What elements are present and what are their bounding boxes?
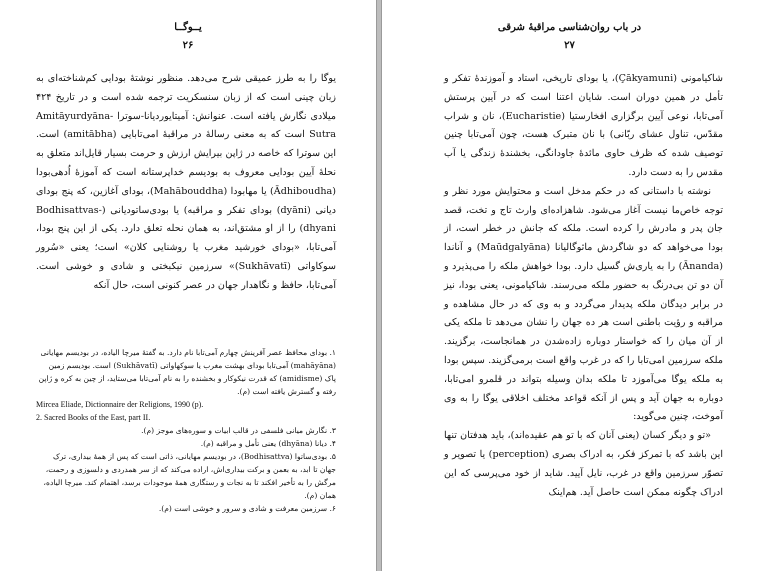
left-paragraph: یوگا را به طرز عمیقی شرح می‌دهد. منظور نوشتهٔ بودایی کم‌شناخته‌ای به زبان چینی است که از زبان سنسکریت ترجمه شده است و در تاریخ ۴۲۴ میلادی نگارش یافته است. عنوانش: آمیتایوردیانا-سوترا Amitāyurdyāna-Sutra است که به معنی رسالهٔ در مراقبهٔ امی‌تابایی (amitābha) است. این سوترا که خاصه در ژاپن بیرایش ارزش و حرمت بسیار قایل‌اند متعلق به نحلهٔ آیین بودایی معروف به بودیسم خداپرستانه است که آموزهٔ اُدهی‌بودا (Ādhiboudha) یا مهابودا (Mahābouddha)، بودای آغازین، که پنج بودای دیانی (dyāni) بودای تفکر و مراقبه) یا بودی‌ساتودیانی (Bodhisattvas-dhyani) را از او مشتق‌اند، به همان نحله تعلق دارد. یکی از این پنج بودا، آمی‌تابا، «بودای خورشید مغرب یا روشنایی کلان» است؛ یعنی «سُرور سوکاواتی (Sukhāvatī)» سرزمین نیکبختی و شادی و خوشی است. آمی‌تابا، حافظ و نگاهدار جهان در عصر کنونی است، حال آنکه	[36, 73, 336, 291]
right-running-head: در باب روان‌شناسی مراقبهٔ شرقی	[497, 22, 642, 33]
footnote-4: ۴. دیانا (dhyāna) یعنی تأمل و مراقبه (م).	[200, 439, 336, 448]
right-page-number: ۲۷	[564, 40, 575, 51]
right-page	[381, 0, 757, 571]
left-page	[0, 0, 377, 571]
right-body-text	[444, 70, 723, 502]
left-body-text	[36, 70, 336, 296]
right-paragraph-3: «تو و دیگر کسان (یعنی آنان که با تو هم عقیده‌اند)، باید هدفتان تنها این باشد که با تمرکز فکر، به ادراک بصری (perception) یا تصویر و تصوّر سرزمین واقع در غرب، نایل آیید. شاید از خود می‌پرسی که این ادراک چگونه ممکن است حاصل آید. هم‌اینک	[444, 430, 724, 498]
footnote-3: ۳. نگارش میانی فلسفی در قالب ابیات و سوره‌های موجز (م).	[141, 426, 336, 435]
left-footnotes	[36, 346, 336, 515]
right-paragraph-2: نوشته با داستانی که در حکم مدخل است و محتوایش مورد نظر و توجه خاص‌ما نیست آغاز می‌شود. شاهزاده‌ای وارث تاج و تخت، قصد جان پدر و مادرش را کرده است. ملکه که جانش در خطر است، از بودا می‌خواهد که دو شاگردش ماثوگالیانا (Maūdgalyāna) و آناندا (Ānanda) را به یاری‌ش گسیل دارد. بودا خواهش ملکه را می‌پذیرد و آن دو تن بی‌درنگ به حضور ملکه می‌رسند. شاکیامونی، یعنی بودا، نیز در برابر دیدگان ملکه پدیدار می‌گردد و به وی که در حال مشاهده و مراقبه و رؤیت باطنی است هر ده جهان را نشان می‌دهد تا ملکه یکی از آن میان را که خواستار دوباره زاده‌شدن در همانجاست، برگزیند. ملکه سرزمین امی‌تابا را که در غرب واقع است برمی‌گزیند. سپس بودا به ملکه یوگا می‌آموزد تا ملکه بدان وسیله بتواند در قلمرو امی‌تابا، دوباره به جهان آید و پس از آنکه قواعد مختلف اخلاقی یوگا را به وی آموخت، چنین می‌گوید:	[444, 185, 724, 423]
footnote-5: ۵. بودی‌ساتوا (Bodhisattva)، در بودیسم مهایانی، ذاتی است که پس از همهٔ بیداری، ترک جهان تا ابد، به بعمن و برکت بیداری‌اش، اراده می‌کند که از سر همدردی و دلسوزی و رحمت، مرگش را به تأخیر افکند تا به نجات و رستگاری همهٔ موجودات برسد، اهتمام کند. میرچا الیاده، همان (م).	[43, 452, 336, 500]
right-paragraph-1: شاکیامونی (Çākyamuni)، یا بودای تاریخی، استاد و آموزندهٔ تفکر و تأمل در همین دوران است. شایان اعتنا است که در آیین پرستش آمی‌تابا، نوعی آیین برگزاری افخارستیا (Eucharistie)، نان و شراب مقدّس، تناول عشای ربّانی) با نان متبرک هست، چون آمی‌تابا چنین توصیف شده که ظرف حاوی مائدهٔ جاودانگی، بخشندهٔ زندگی یا آب مقدس را به دست دارد.	[444, 73, 723, 178]
footnote-1-citation: Mircea Eliade, Dictionnaire der Religions, 1990 (p).	[36, 400, 204, 409]
footnote-1: ۱. بودای محافظ عصر آفرینش چهارم آمی‌تابا نام دارد. به گفتهٔ میرچا الیاده، در بودیسم مهایانی (mahāyāna) آمی‌تابا بودای بهشت مغرب یا سوکهاواتی (Sukhāvatī) است. بودیسم زمین پاک (amidisme) که قدرت نیکوکار و بخشنده را به نام آمی‌تابا می‌ستاید، از چین به کره و ژاپن رفته و گسترش یافته است (م).	[38, 348, 336, 396]
left-page-number: ۲۶	[182, 40, 194, 51]
left-running-head: يــوگــا	[174, 22, 202, 33]
footnote-6: ۶. سرزمین معرفت و شادی و سرور و خوشی است (م).	[158, 504, 336, 513]
footnote-2: 2. Sacred Books of the East, part II.	[36, 413, 151, 422]
